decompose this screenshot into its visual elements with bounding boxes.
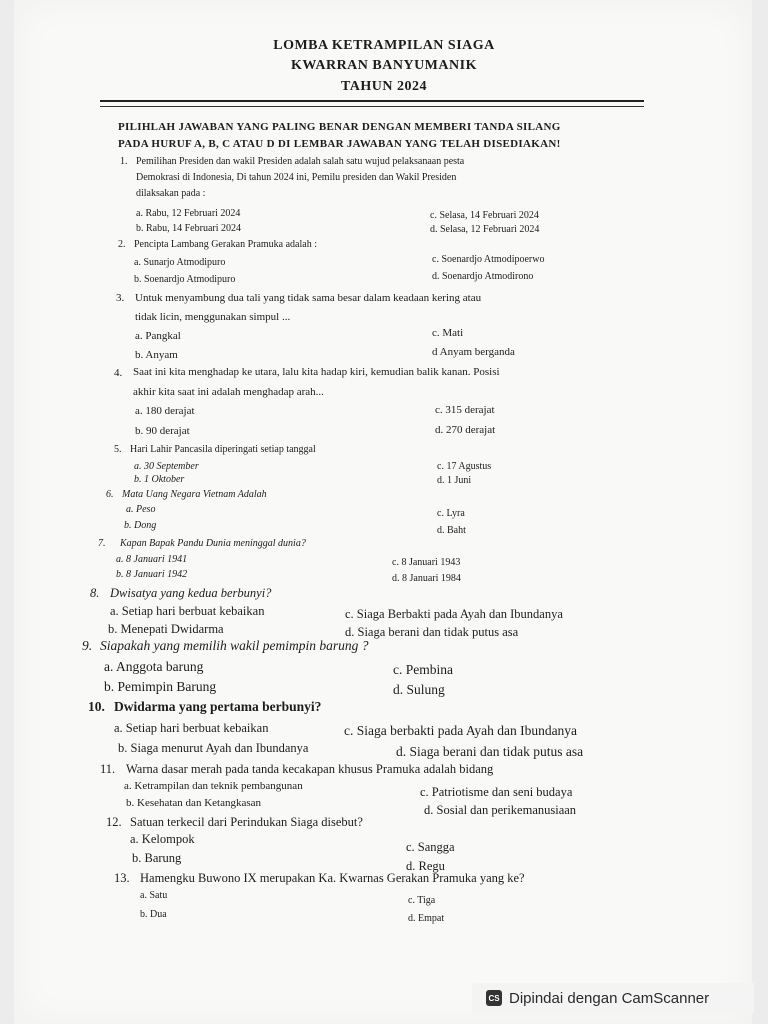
question-number: 4. xyxy=(114,367,123,379)
option-d: d. Baht xyxy=(437,525,466,536)
option-b: b. Menepati Dwidarma xyxy=(108,622,224,636)
option-a: a. Rabu, 12 Februari 2024 xyxy=(136,208,241,219)
option-b: b. Anyam xyxy=(135,349,178,361)
option-d: d Anyam berganda xyxy=(432,346,515,358)
option-d: d. Selasa, 12 Februari 2024 xyxy=(430,224,540,235)
question-number: 12. xyxy=(106,815,122,829)
question-text: Dwidarma yang pertama berbunyi? xyxy=(114,699,322,714)
question-text: Pencipta Lambang Gerakan Pramuka adalah : xyxy=(134,239,317,250)
option-a: a. 8 Januari 1941 xyxy=(116,554,188,565)
option-a: a. Setiap hari berbuat kebaikan xyxy=(114,721,269,735)
instruction-line-2: PADA HURUF A, B, C ATAU D DI LEMBAR JAWABAN YANG TELAH DISEDIAKAN! xyxy=(118,138,561,150)
option-c: c. 8 Januari 1943 xyxy=(392,557,461,568)
question-number: 3. xyxy=(116,292,125,304)
option-d: d. Empat xyxy=(408,913,445,924)
question-text: Saat ini kita menghadap ke utara, lalu kita hadap kiri, kemudian balik kanan. Posisi xyxy=(133,366,500,378)
option-a: a. Peso xyxy=(126,504,156,515)
question-number: 11. xyxy=(100,762,116,776)
option-d: d. Siaga berani dan tidak putus asa xyxy=(345,625,519,639)
option-c: c. Pembina xyxy=(393,662,453,677)
option-c: c. Mati xyxy=(432,327,464,339)
option-c: c. Tiga xyxy=(408,895,436,906)
option-d: d. Regu xyxy=(406,859,445,873)
option-c: c. Lyra xyxy=(437,508,465,519)
option-b: b. Dua xyxy=(140,909,167,920)
option-b: b. 90 derajat xyxy=(135,425,190,437)
question-text: Satuan terkecil dari Perindukan Siaga disebut? xyxy=(130,815,363,829)
option-d: d. 8 Januari 1984 xyxy=(392,573,461,584)
option-d: d. 1 Juni xyxy=(437,475,472,486)
question-text: Warna dasar merah pada tanda kecakapan khusus Pramuka adalah bidang xyxy=(126,762,494,776)
question-text: Kapan Bapak Pandu Dunia meninggal dunia? xyxy=(120,538,306,549)
option-d: d. Siaga berani dan tidak putus asa xyxy=(396,744,584,759)
question-text: Hamengku Buwono IX merupakan Ka. Kwarnas Gerakan Pramuka yang ke? xyxy=(140,871,525,885)
option-d: d. 270 derajat xyxy=(435,424,496,436)
option-b: b. Barung xyxy=(132,851,182,865)
option-b: b. Siaga menurut Ayah dan Ibundanya xyxy=(118,741,309,755)
option-d: d. Sulung xyxy=(393,682,445,697)
option-a: a. Pangkal xyxy=(135,330,181,342)
header-divider-thin xyxy=(100,106,644,107)
question-text: dilaksakan pada : xyxy=(136,188,206,199)
question-text: Siapakah yang memilih wakil pemimpin barung ? xyxy=(100,638,369,653)
header-divider-thick xyxy=(100,100,644,102)
option-d: d. Soenardjo Atmodirono xyxy=(432,271,534,282)
instruction-line-1: PILIHLAH JAWABAN YANG PALING BENAR DENGAN MEMBERI TANDA SILANG xyxy=(118,121,561,133)
option-c: c. 315 derajat xyxy=(435,404,495,416)
question-number: 1. xyxy=(120,156,128,167)
option-c: c. Sangga xyxy=(406,840,455,854)
question-text: tidak licin, menggunakan simpul ... xyxy=(135,311,291,323)
option-a: a. Setiap hari berbuat kebaikan xyxy=(110,604,265,618)
option-a: a. Sunarjo Atmodipuro xyxy=(134,257,226,268)
question-number: 7. xyxy=(98,538,106,549)
question-text: Demokrasi di Indonesia, Di tahun 2024 ini, Pemilu presiden dan Wakil Presiden xyxy=(136,172,457,183)
option-b: b. Pemimpin Barung xyxy=(104,679,217,694)
question-number: 9. xyxy=(82,638,93,653)
question-text: Dwisatya yang kedua berbunyi? xyxy=(110,586,272,600)
option-a: a. Anggota barung xyxy=(104,659,204,674)
option-b: b. Rabu, 14 Februari 2024 xyxy=(136,223,241,234)
question-text: Hari Lahir Pancasila diperingati setiap tanggal xyxy=(130,444,316,455)
question-number: 5. xyxy=(114,444,122,455)
option-b: b. Dong xyxy=(124,520,157,531)
option-c: c. Patriotisme dan seni budaya xyxy=(420,785,573,799)
question-text: Pemilihan Presiden dan wakil Presiden adalah salah satu wujud pelaksanaan pesta xyxy=(136,156,465,167)
option-a: a. 180 derajat xyxy=(135,405,195,417)
option-a: a. Kelompok xyxy=(130,832,195,846)
scanner-watermark-text: Dipindai dengan CamScanner xyxy=(509,989,710,1007)
option-d: d. Sosial dan perikemanusiaan xyxy=(424,803,577,817)
option-c: c. Selasa, 14 Februari 2024 xyxy=(430,210,539,221)
question-number: 13. xyxy=(114,871,130,885)
option-a: a. Satu xyxy=(140,890,168,901)
option-b: b. Kesehatan dan Ketangkasan xyxy=(126,797,262,809)
question-number: 8. xyxy=(90,586,100,600)
option-c: c. Soenardjo Atmodipoerwo xyxy=(432,254,545,265)
header-title: LOMBA KETRAMPILAN SIAGA xyxy=(273,38,495,53)
question-number: 6. xyxy=(106,489,114,500)
option-c: c. Siaga berbakti pada Ayah dan Ibundanya xyxy=(344,723,578,738)
header-subtitle: KWARRAN BANYUMANIK xyxy=(291,58,477,73)
header-year: TAHUN 2024 xyxy=(340,79,428,94)
question-number: 10. xyxy=(88,699,105,714)
option-c: c. 17 Agustus xyxy=(437,461,492,472)
camscanner-logo-icon: CS xyxy=(486,990,502,1006)
option-b: b. Soenardjo Atmodipuro xyxy=(134,274,236,285)
option-b: b. 1 Oktober xyxy=(134,474,185,485)
question-text: akhir kita saat ini adalah menghadap arah... xyxy=(133,386,324,398)
scanner-watermark xyxy=(472,983,754,1013)
question-number: 2. xyxy=(118,239,126,250)
question-text: Untuk menyambung dua tali yang tidak sama besar dalam keadaan kering atau xyxy=(135,292,482,304)
option-c: c. Siaga Berbakti pada Ayah dan Ibundanya xyxy=(345,607,563,621)
question-text: Mata Uang Negara Vietnam Adalah xyxy=(122,489,267,500)
option-b: b. 8 Januari 1942 xyxy=(116,569,188,580)
option-a: a. Ketrampilan dan teknik pembangunan xyxy=(124,780,303,792)
option-a: a. 30 September xyxy=(134,461,199,472)
